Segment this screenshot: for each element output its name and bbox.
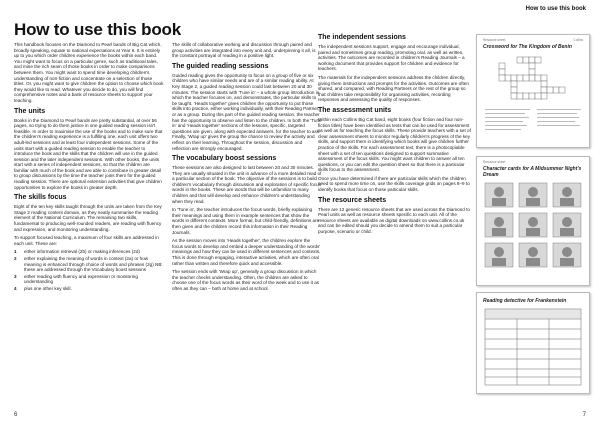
character-cards-thumbnail (476, 156, 590, 286)
vocab-paragraph-3: As the session moves into 'Heads together', the children explore the focus words to develop and embed a deeper understanding of the words' meanings and how they can be used in different sentences and contexts. This is done through engaging, interactive activities, which are often oral rather than written and therefore quick and accessible. (172, 238, 321, 266)
vocab-paragraph-2: In 'Tune in', the teacher introduces the focus words, briefly explaining their meanings and using them in example sentences that show the words in different contexts. More formal, but child-friendly, definitions are then given and the children record this information in their Reading Journals. (172, 207, 320, 235)
resource-paragraph: There are 12 generic resource sheets that are used across the Diamond to Pearl units as well as resource sheets specific to each unit. All of the resource sheets are available as digital downloads on www.collins.co.uk and can be edited should you decide to amend them to suit a particular purpose, scenario or child. (318, 206, 470, 235)
assess-paragraph-2: Once you have determined if there are particular skills which the children need to spend more time on, use the skills coverage grids on pages 8–9 to identify books that focus on those particular skills. (318, 175, 470, 193)
skills-paragraph-2: To support focused teaching, a maximum of four skills are addressed in each unit. These are: (14, 235, 159, 246)
indep-heading: The independent sessions (318, 34, 406, 41)
thumb-label: Resource sheet (483, 38, 506, 42)
page-title: How to use this book (14, 20, 181, 39)
indep-paragraph-2: The materials for the independent sessions address the children directly, giving them instructions and prompts for the activities. Outcomes are often shared, and compared, with Reading Partners or the rest of the group so that children take responsibility for organising activities, recording responses and assessing the quality of responses. (318, 74, 469, 103)
crossword-sheet-thumbnail (476, 34, 590, 148)
running-header: How to use this book (525, 6, 586, 12)
column-right (318, 30, 472, 238)
guided-heading: The guided reading sessions (172, 62, 269, 70)
vocab-heading: The vocabulary boost sessions (172, 155, 277, 163)
skills-paragraph-1: Eight of the ten key skills taught through the units are taken from the Key Stage 2 reading content domain, as they neatly summarise the reading element of the National Curriculum. The remaining two skills, fundamental to producing well-rounded readers, are reading with fluency and expression, and monitoring understanding. (14, 204, 162, 232)
skills-list (14, 249, 164, 291)
page-number-left: 6 (14, 412, 18, 418)
crossword-grid-graphic (477, 35, 589, 147)
assess-heading: The assessment units (318, 106, 392, 114)
skills-list-item: 1 either information retrieval (2b) or making inferences (2d) (14, 249, 140, 255)
vocab-paragraph-4: The session ends with 'Wrap up', generally a group discussion in which the teacher checks understanding. Often, the children are asked to choose one of the focus words as their word of the week and to use it as often as they can – both at home and at school. (172, 269, 320, 291)
reading-detective-thumbnail (476, 292, 590, 394)
skills-list-item: 4 plus one other key skill. (14, 285, 72, 291)
indep-paragraph-1: The independent sessions support, engage and encourage individual, paired and sometimes group reading, promoting oral, as well as written, activities. The outcomes are recorded in children's Reading Journals – a working document that provides support for children and evidence for teachers. (318, 44, 465, 72)
thumb-title: Reading detective for Frankenstein (483, 298, 567, 304)
guided-paragraph: Guided reading gives the opportunity to focus on a group of five or six children who have similar needs and are of a similar reading ability. At Key Stage 2, a guided reading session could last between 20 and 30 minutes. The session starts with 'Tune in' – a whole group introduction in which the teacher focuses on, and demonstrates, the particular skills to be taught. 'Heads together' gives children the opportunity to put those skills into practice, either working individually, with their Reading Partner, or as a group. During this part of the guided reading session, the teacher has the opportunity to observe and listen to the children. In both the 'Tune in' and 'Heads together' sections of the lessons, specific, targeted questions are given, along with expected answers, for the teacher to ask. Finally, 'Wrap up' gives the group the chance to review the activity and reflect on their learning. Throughout the session, discussion and reflection are strongly encouraged. (172, 72, 322, 151)
character-portraits-graphic (477, 157, 589, 285)
assess-paragraph-1: Within each Collins Big Cat band, eight books (four fiction and four non-fiction titles) have been identified as texts that can be used for assessment as well as for teaching the focus skills. These provide teachers with a set of clear assessment sheets to monitor regularly children's progress of the key skills, and support them in identifying which books will give children further practice of the skills. For each assessment text, there is a photocopiable sheet with a set of ten questions designed to support summative assessment of the focus skills. You might want children to answer all ten questions, or you can edit the question sheet so that there is a particular skills focus to the assessment. (318, 116, 471, 173)
units-heading: The units (14, 107, 46, 115)
skills-heading: The skills focus (14, 194, 67, 202)
thumb-label: Resource sheet (483, 160, 506, 164)
page-number-right: 7 (582, 412, 586, 418)
column-left (14, 42, 164, 295)
collab-paragraph: The skills of collaborative working and discussion through paired and group activities are integrated into every unit and, underpinning it all, is the constant portrayal of reading in a positive light. (172, 42, 316, 59)
thumb-title: Crossword for The Kingdom of Benin (483, 44, 572, 50)
skills-list-item: 2 either explaining the meaning of words in context (2a) or how meaning is enhanced through choice of words and phrases (2g) NB: these are addressed through the Vocabulary boost sessions (14, 256, 163, 273)
column-middle (172, 42, 322, 295)
skills-list-item: 3 either reading with fluency and expression or monitoring understanding (14, 273, 138, 285)
brand-logo: Collins (573, 38, 583, 42)
intro-paragraph: This handbook focuses on the Diamond to Pearl bands of Big Cat which, broadly speaking, equate to national expectations at Year 6. It is entirely up to you which order children experience the books within each band. You might want to focus on a particular genre, such as traditional tales, and mine the rich seam of those books in order to make comparisons between them. You might want to spend time developing children's understanding of non-fiction and concentrate on a selection of those titles. Or, you might want to give children the option to choose which book they would like to read. Whatever you decide to do, you will find comprehensive notes and a bank of resource sheets to support your teaching. (14, 42, 164, 103)
units-paragraph: Books in the Diamond to Pearl bands are pretty substantial, at over 56 pages, so trying to do them justice in one guided reading session isn't feasible. In order to maximise the use of the books and to make sure that the children's reading experience is a fulfilling one, each unit offers two adult-led sessions and at least four independent sessions. Some of the units start with a guided reading session to enable the teacher to introduce the book and the skills that the children will use in the guided session and the later independent sessions. With other books, the units start with a series of independent sessions, so that the children are familiar with much of the book and are able to contribute in greater detail to group discussions by the time the teacher joins them for the guided reading session. There are optional extension activities that give children opportunities to explore the books in greater depth. (14, 117, 163, 190)
thumb-title: Character cards for A Midsummer Night's Dream (483, 166, 582, 178)
vocab-paragraph-1: These sessions are also designed to last between 20 and 30 minutes. They are usually situated in the unit in advance of a more detailed read of a particular section of the book. The objective of the sessions is to build children's vocabulary through discussion and exploration of specific focus words in the books. These are words that will be unfamiliar to many children and that will develop and enhance children's understanding when they read. (172, 165, 322, 204)
detective-table-graphic (477, 293, 589, 393)
resource-heading: The resource sheets (318, 196, 387, 204)
